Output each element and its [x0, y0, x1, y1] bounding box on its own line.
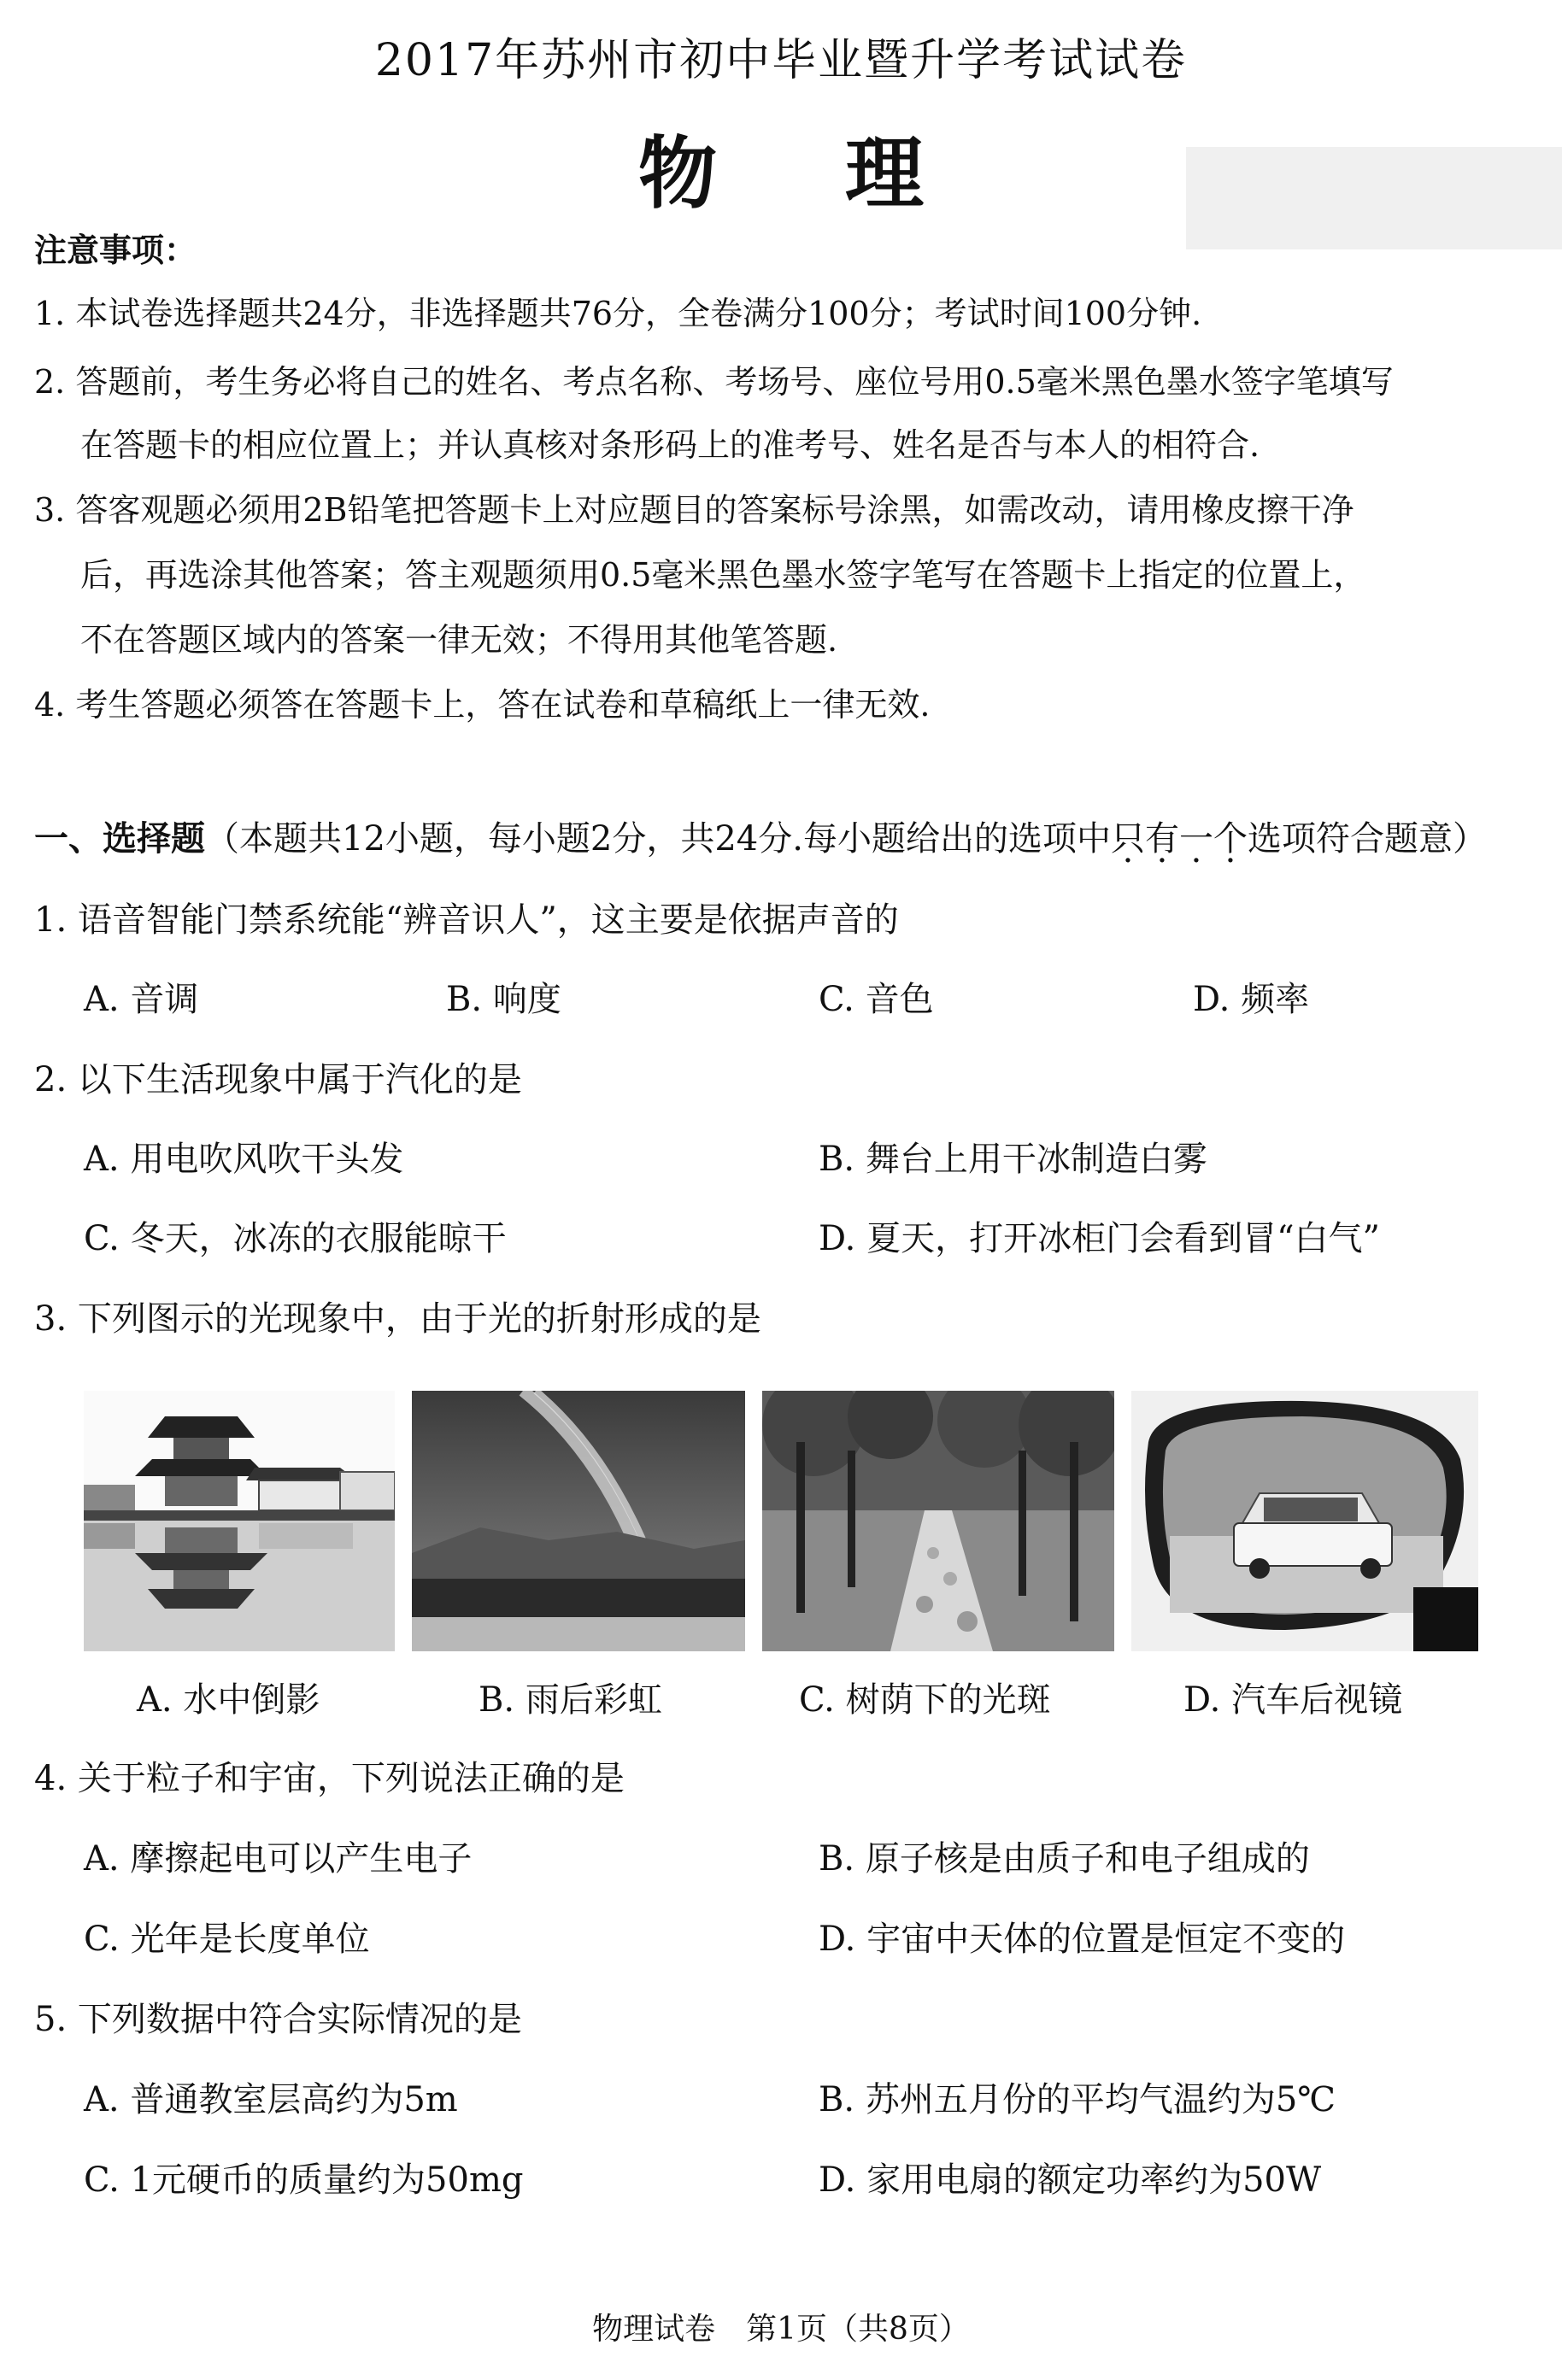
option-a: A. 摩擦起电可以产生电子	[84, 1839, 473, 1879]
caption-c: C. 树荫下的光斑	[799, 1680, 1051, 1720]
option-c: C. 音色	[819, 980, 934, 1019]
caption-b: B. 雨后彩虹	[479, 1680, 662, 1720]
caption-d: D. 汽车后视镜	[1183, 1680, 1403, 1720]
option-d: D. 频率	[1193, 980, 1310, 1019]
option-a: A. 普通教室层高约为5m	[84, 2080, 458, 2119]
option-b: B. 原子核是由质子和电子组成的	[819, 1839, 1310, 1879]
section-desc-end: 选项符合题意）	[1247, 819, 1487, 859]
option-c: C. 1元硬币的质量约为50mg	[84, 2160, 524, 2200]
section-heading	[34, 812, 1487, 860]
question-stem: 1. 语音智能门禁系统能“辨音识人”，这主要是依据声音的	[34, 900, 899, 940]
subject-title: 物理	[637, 127, 1052, 220]
question-stem: 3. 下列图示的光现象中，由于光的折射形成的是	[34, 1299, 761, 1339]
option-c: C. 冬天，冰冻的衣服能晾干	[84, 1219, 507, 1258]
option-a: A. 用电吹风吹干头发	[84, 1140, 404, 1179]
option-d: D. 宇宙中天体的位置是恒定不变的	[819, 1920, 1346, 1959]
option-c: C. 光年是长度单位	[84, 1920, 370, 1959]
option-a: A. 音调	[84, 980, 199, 1019]
emphasis-char: 只	[1110, 819, 1145, 859]
note-line: 1. 本试卷选择题共24分，非选择题共76分，全卷满分100分；考试时间100分钟.	[34, 295, 1202, 332]
emphasis-char: 有	[1144, 819, 1179, 859]
photo-water-reflection	[84, 1391, 395, 1651]
note-line: 3. 答客观题必须用2B铅笔把答题卡上对应题目的答案标号涂黑，如需改动，请用橡皮擦干净	[34, 491, 1354, 529]
note-line: 2. 答题前，考生务必将自己的姓名、考点名称、考场号、座位号用0.5毫米黑色墨水签字笔填写	[34, 363, 1394, 401]
exam-title: 2017年苏州市初中毕业暨升学考试试卷	[374, 35, 1188, 86]
page-footer: 物理试卷 第1页（共8页）	[592, 2312, 970, 2347]
caption-a: A. 水中倒影	[137, 1680, 320, 1720]
question-stem: 4. 关于粒子和宇宙，下列说法正确的是	[34, 1759, 625, 1798]
photo-tree-shade	[762, 1391, 1114, 1651]
option-d: D. 家用电扇的额定功率约为50W	[819, 2160, 1322, 2200]
emphasis-char: 个	[1213, 819, 1248, 859]
note-line: 不在答题区域内的答案一律无效；不得用其他笔答题.	[80, 621, 838, 659]
note-line: 后，再选涂其他答案；答主观题须用0.5毫米黑色墨水签字笔写在答题卡上指定的位置上，	[80, 556, 1366, 594]
option-d: D. 夏天，打开冰柜门会看到冒“白气”	[819, 1219, 1380, 1258]
option-b: B. 舞台上用干冰制造白雾	[819, 1140, 1207, 1179]
photo-car-mirror	[1131, 1391, 1478, 1651]
section-desc: （本题共12小题，每小题2分，共24分.每小题给出的选项中	[205, 819, 1111, 859]
option-b: B. 响度	[446, 980, 561, 1019]
question-stem: 2. 以下生活现象中属于汽化的是	[34, 1060, 522, 1099]
note-line: 4. 考生答题必须答在答题卡上，答在试卷和草稿纸上一律无效.	[34, 686, 931, 724]
blank-stamp-area	[1186, 147, 1562, 249]
section-title: 一、选择题	[34, 818, 205, 859]
note-line: 在答题卡的相应位置上；并认真核对条形码上的准考号、姓名是否与本人的相符合.	[80, 426, 1260, 464]
option-b: B. 苏州五月份的平均气温约为5℃	[819, 2080, 1336, 2119]
photo-rainbow	[412, 1391, 745, 1651]
emphasis-char: 一	[1178, 819, 1213, 859]
question-stem: 5. 下列数据中符合实际情况的是	[34, 2000, 522, 2039]
notes-title: 注意事项：	[34, 231, 197, 269]
